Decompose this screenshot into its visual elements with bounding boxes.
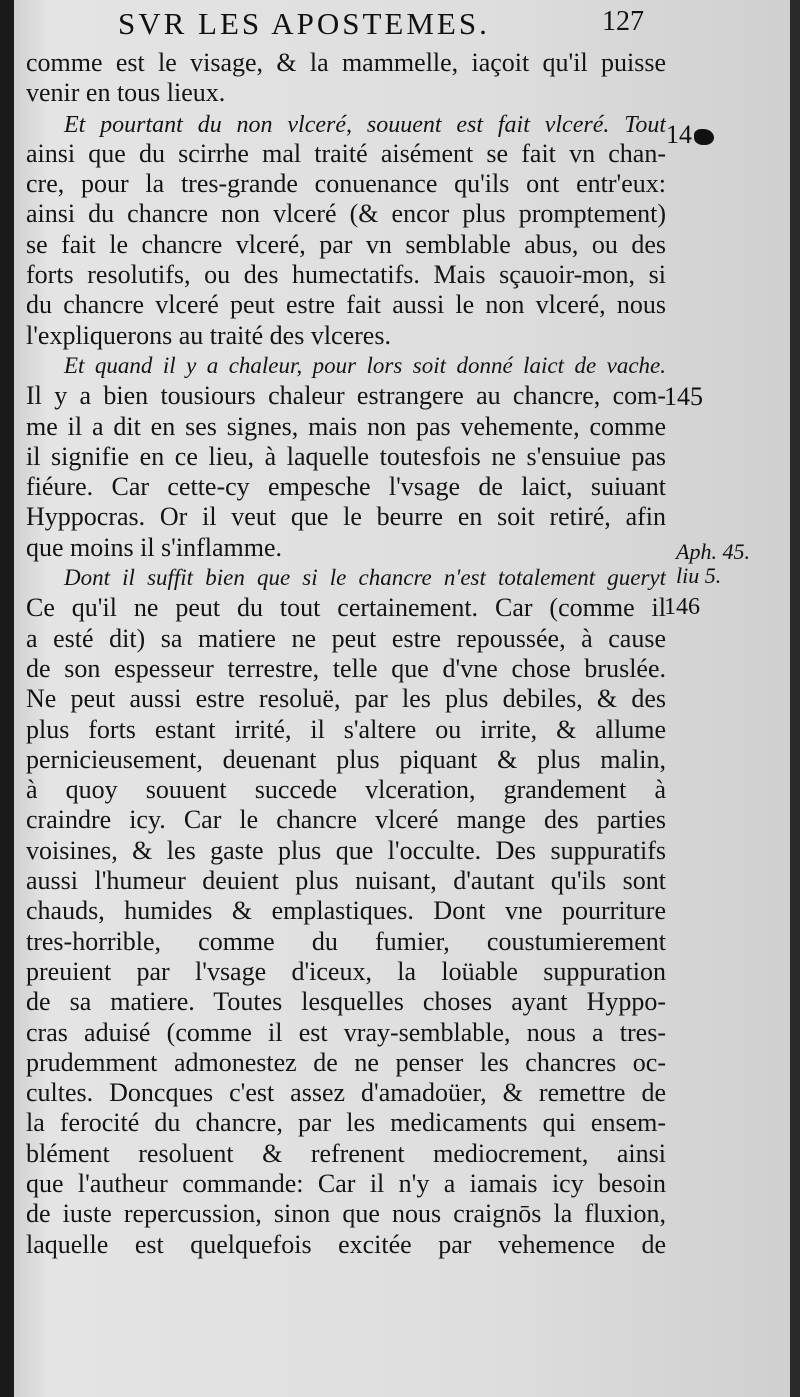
page-shadow-left	[0, 0, 14, 1397]
text-line: Ce qu'il ne peut du tout certainement. Car (comme il	[26, 593, 666, 623]
text-line-lemma: Dont il suffit bien que si le chancre n'est totalement gueryt	[64, 565, 666, 591]
text-line: tres-horrible, comme du fumier, coustumierement	[26, 926, 666, 956]
text-line: comme est le visage, & la mammelle, iaçoit qu'il puisse	[26, 48, 666, 77]
margin-note-144	[666, 120, 714, 150]
margin-note-aph: Aph. 45.	[676, 539, 750, 564]
running-title: SVR LES APOSTEMES.	[118, 6, 490, 41]
text-line: laquelle est quelquefois excitée par vehemence de	[26, 1229, 666, 1259]
text-line: fiéure. Car cette-cy empesche l'vsage de laict, suiuant	[26, 472, 666, 502]
text-line: à quoy souuent succede vlceration, grandement à	[26, 775, 666, 805]
text-line: cras aduisé (comme il est vray-semblable, nous a tres-	[26, 1017, 666, 1047]
text-line: plus forts estant irrité, il s'altere ou irrite, & allume	[26, 714, 666, 744]
text-line: de son espesseur terrestre, telle que d'vne chose bruslée.	[26, 653, 666, 683]
text-line: que l'autheur commande: Car il n'y a iamais icy besoin	[26, 1168, 666, 1198]
text-line: du chancre vlceré peut estre fait aussi le non vlceré, nous	[26, 290, 666, 320]
page-number: 127	[602, 6, 644, 37]
text-line: voisines, & les gaste plus que l'occulte. Des suppuratifs	[26, 835, 666, 865]
text-line: cre, pour la tres-grande conuenance qu'ils ont entr'eux:	[26, 169, 666, 199]
margin-note-reference	[676, 540, 750, 588]
text-line: ainsi que du scirrhe mal traité aisément se fait vn chan-	[26, 138, 666, 168]
margin-note-book: liu 5.	[676, 563, 722, 588]
text-line: la ferocité du chancre, par les medicaments qui ensem-	[26, 1108, 666, 1138]
text-line: de iuste repercussion, sinon que nous craignōs la fluxion,	[26, 1199, 666, 1229]
text-line: blément resoluent & refrenent mediocrement, ainsi	[26, 1138, 666, 1168]
text-line: aussi l'humeur deuient plus nuisant, d'autant qu'ils sont	[26, 866, 666, 896]
text-line: Il y a bien tousiours chaleur estrangere au chancre, com-	[26, 381, 666, 411]
text-line: que moins il s'inflamme.	[26, 532, 282, 562]
lemma-italic: Et pourtant du non vlceré, souuent est fait vlceré. Tout	[64, 111, 666, 138]
text-line: me il a dit en ses signes, mais non pas vehemente, comme	[26, 411, 666, 441]
ink-blot-icon	[694, 129, 714, 145]
page-shadow-right	[790, 0, 800, 1397]
text-line: Hyppocras. Or il veut que le beurre en soit retiré, afin	[26, 502, 666, 532]
text-line: pernicieusement, deuenant plus piquant & plus malin,	[26, 744, 666, 774]
text-line-lemma	[26, 109, 666, 139]
margin-note-number: 14	[666, 120, 692, 149]
text-line-lemma: Et quand il y a chaleur, pour lors soit donné laict de vache.	[64, 352, 666, 378]
text-line: Ne peut aussi estre resoluë, par les plus debiles, & des	[26, 684, 666, 714]
text-line: de sa matiere. Toutes lesquelles choses ayant Hyppo-	[26, 987, 666, 1017]
text-line: ainsi du chancre non vlceré (& encor plus promptement)	[26, 199, 666, 229]
margin-note-146: 146	[664, 594, 700, 620]
text-line: se fait le chancre vlceré, par vn semblable abus, ou des	[26, 229, 666, 259]
body-text	[26, 48, 666, 1260]
text-line: l'expliquerons au traité des vlceres.	[26, 320, 391, 350]
text-line: prudemment admonestez de ne penser les chancres oc-	[26, 1047, 666, 1077]
text-line: a esté dit) sa matiere ne peut estre repoussée, à cause	[26, 623, 666, 653]
text-line: forts resolutifs, ou des humectatifs. Mais sçauoir-mon, si	[26, 260, 666, 290]
text-line: craindre icy. Car le chancre vlceré mange des parties	[26, 805, 666, 835]
text-line: il signifie en ce lieu, à laquelle toutesfois ne s'ensuiue pas	[26, 441, 666, 471]
text-line: cultes. Doncques c'est assez d'amadoüer, & remettre de	[26, 1078, 666, 1108]
text-line: venir en tous lieux.	[26, 78, 226, 108]
margin-note-145: 145	[664, 382, 703, 411]
text-line: preuient par l'vsage d'iceux, la loüable suppuration	[26, 956, 666, 986]
text-line: chauds, humides & emplastiques. Dont vne pourriture	[26, 896, 666, 926]
